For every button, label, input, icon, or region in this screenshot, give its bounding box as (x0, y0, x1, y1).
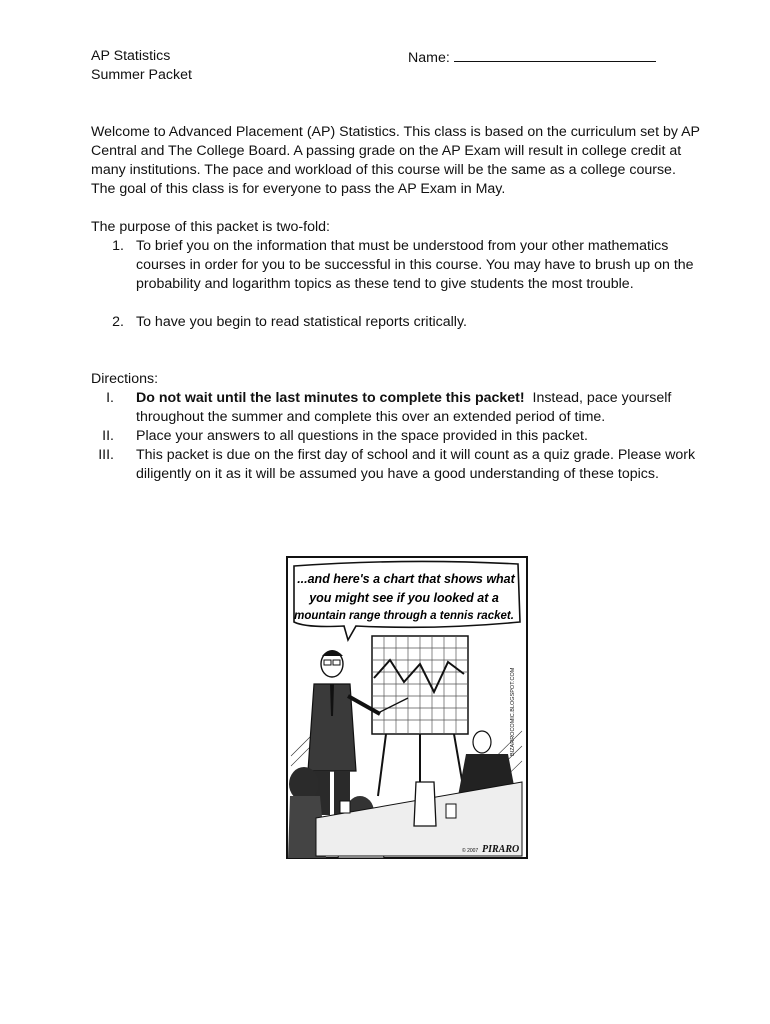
list-marker: III. (98, 447, 114, 463)
purpose-heading: The purpose of this packet is two-fold: (91, 219, 330, 235)
name-field[interactable] (408, 48, 656, 66)
direction-item-line: throughout the summer and complete this over an extended period of time. (136, 409, 606, 425)
direction-item-line: This packet is due on the first day of school and it will count as a quiz grade. Please work (136, 447, 696, 463)
direction-item-line: Place your answers to all questions in the space provided in this packet. (136, 428, 588, 444)
cup (446, 804, 456, 818)
caption-line-3: mountain range through a tennis racket. (294, 610, 514, 622)
intro-line: The goal of this class is for everyone to pass the AP Exam in May. (91, 181, 506, 197)
name-blank[interactable] (454, 48, 656, 62)
list-marker: 2. (112, 314, 124, 330)
purpose-item-line: courses in order for you to be successful in this course. You may have to brush up on the (136, 257, 694, 273)
direction-emphasis: Do not wait until the last minutes to complete this packet! (136, 390, 525, 406)
direction-item-line: diligently on it as it will be assumed you have a good understanding of these topics. (136, 466, 659, 482)
list-marker: 1. (112, 238, 124, 254)
water-pitcher (414, 782, 436, 826)
list-marker: I. (106, 390, 114, 406)
purpose-item-line: To brief you on the information that must be understood from your other mathematics (136, 238, 669, 254)
course-title: AP Statistics (91, 48, 171, 64)
bizarro-cartoon (286, 556, 528, 859)
name-label: Name: (408, 50, 450, 66)
direction-item-line (136, 390, 671, 406)
packet-subtitle: Summer Packet (91, 67, 192, 83)
directions-heading: Directions: (91, 371, 159, 387)
copyright: © 2007 (462, 848, 479, 854)
cup (340, 801, 350, 813)
intro-line: many institutions. The pace and workload of this course will be the same as a college course. (91, 162, 676, 178)
intro-line: Central and The College Board. A passing grade on the AP Exam will result in college credit at (91, 143, 682, 159)
purpose-item-line: To have you begin to read statistical reports critically. (136, 314, 467, 330)
purpose-item-line: probability and logarithm topics as these tend to give students the most trouble. (136, 276, 634, 292)
side-credit: BIZARROCOMIC.BLOGSPOT.COM (510, 667, 516, 756)
artist-signature: PIRARO (482, 844, 520, 855)
direction-text: Instead, pace yourself (524, 390, 672, 406)
intro-line: Welcome to Advanced Placement (AP) Statistics. This class is based on the curriculum set by AP (91, 124, 701, 140)
caption-line-2: you might see if you looked at a (309, 591, 499, 605)
list-marker: II. (102, 428, 114, 444)
caption-line-1: ...and here's a chart that shows what (297, 572, 515, 586)
